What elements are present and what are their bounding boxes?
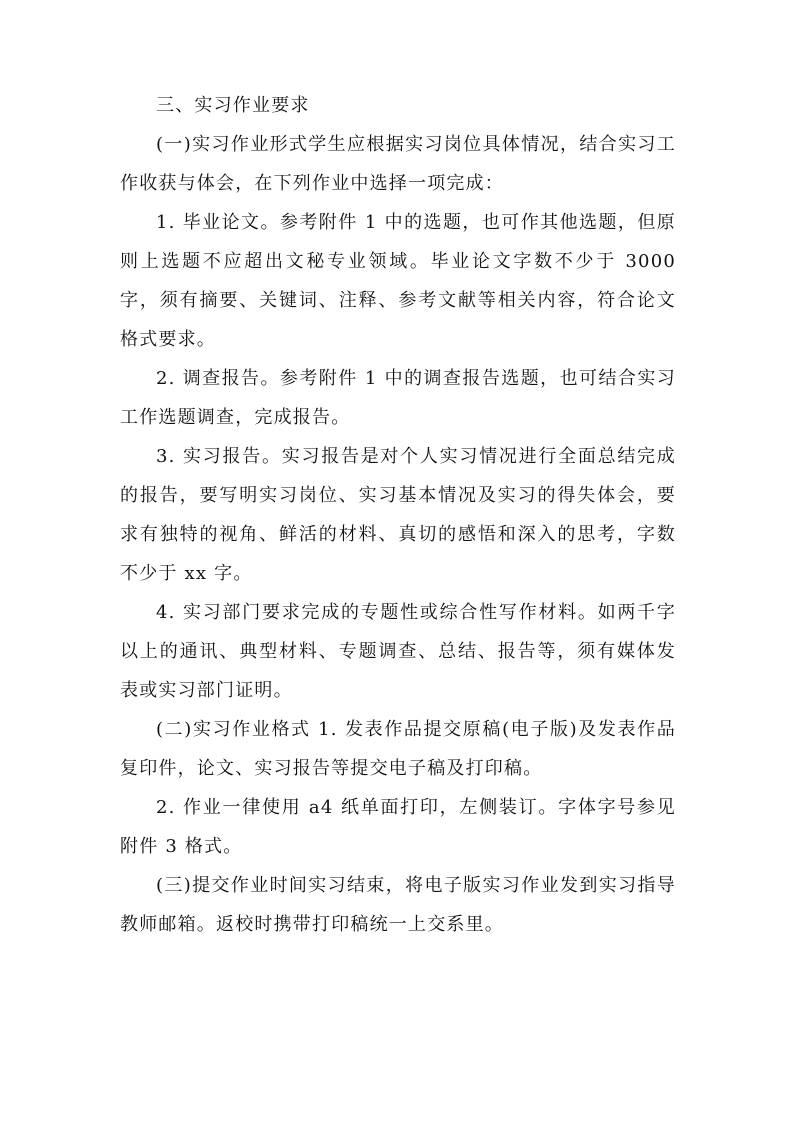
paragraph-printing-requirements: 2. 作业一律使用 a4 纸单面打印，左侧装订。字体字号参见附件 3 格式。 — [120, 797, 676, 857]
section-heading: 三、实习作业要求 — [156, 95, 310, 116]
paragraph-item-thesis: 1. 毕业论文。参考附件 1 中的选题，也可作其他选题，但原则上选题不应超出文秘专业领域。毕业论文字数不少于 3000 字，须有摘要、关键词、注释、参考文献等相关内容，符合论文格式要求。 — [120, 212, 676, 350]
paragraph-item-survey-report: 2. 调查报告。参考附件 1 中的调查报告选题，也可结合实习工作选题调查，完成报告。 — [120, 368, 676, 428]
paragraph-assignment-form: (一)实习作业形式学生应根据实习岗位具体情况，结合实习工作收获与体会，在下列作业中选择一项完成： — [120, 134, 676, 194]
paragraph-item-internship-report: 3. 实习报告。实习报告是对个人实习情况进行全面总结完成的报告，要写明实习岗位、实习基本情况及实习的得失体会，要求有独特的视角、鲜活的材料、真切的感悟和深入的思考，字数不少于 xx 字。 — [120, 446, 676, 584]
paragraph-submission-time: (三)提交作业时间实习结束，将电子版实习作业发到实习指导教师邮箱。返校时携带打印稿统一上交系里。 — [120, 875, 676, 935]
paragraph-assignment-format: (二)实习作业格式 1. 发表作品提交原稿(电子版)及发表作品复印件，论文、实习报告等提交电子稿及打印稿。 — [120, 719, 676, 779]
paragraph-item-writing-materials: 4. 实习部门要求完成的专题性或综合性写作材料。如两千字以上的通讯、典型材料、专题调查、总结、报告等，须有媒体发表或实习部门证明。 — [120, 602, 676, 701]
document-body — [120, 86, 676, 944]
